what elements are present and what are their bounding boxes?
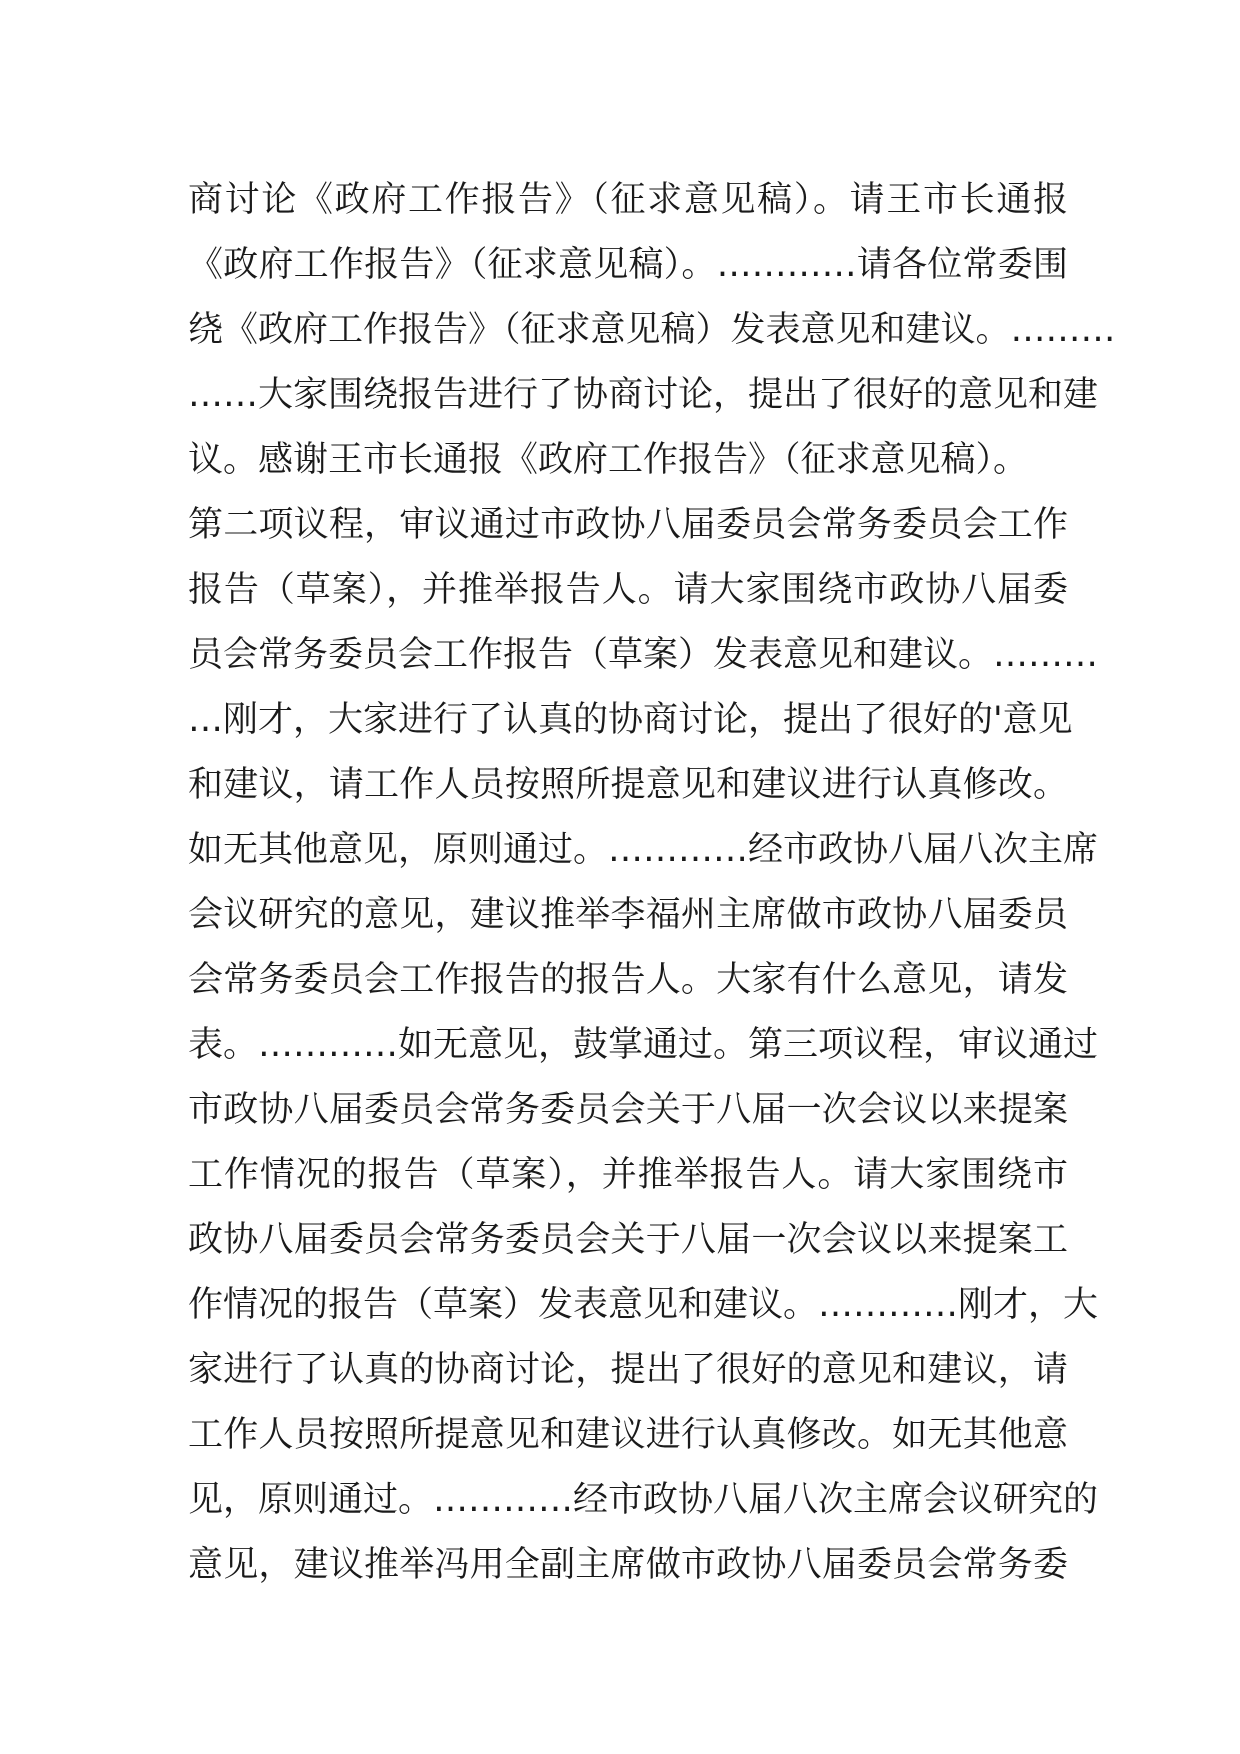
text-line: 会常务委员会工作报告的报告人。大家有什么意见，请发: [188, 960, 1068, 1000]
text-line: …刚才，大家进行了认真的协商讨论，提出了很好的'意见: [188, 700, 1073, 740]
text-line: 表。…………如无意见，鼓掌通过。第三项议程，审议通过: [188, 1025, 1099, 1065]
text-line: 绕《政府工作报告》（征求意见稿）发表意见和建议。………: [188, 310, 1116, 350]
text-line: 工作情况的报告（草案），并推举报告人。请大家围绕市: [188, 1155, 1068, 1195]
text-line: 《政府工作报告》（征求意见稿）。…………请各位常委围: [188, 245, 1068, 285]
text-line: 商讨论《政府工作报告》（征求意见稿）。请王市长通报: [188, 180, 1068, 220]
text-line: 工作人员按照所提意见和建议进行认真修改。如无其他意: [188, 1415, 1068, 1455]
text-line: 和建议，请工作人员按照所提意见和建议进行认真修改。: [188, 765, 1068, 805]
text-line: 如无其他意见，原则通过。…………经市政协八届八次主席: [188, 830, 1099, 870]
text-line: 报告（草案），并推举报告人。请大家围绕市政协八届委: [188, 570, 1068, 610]
text-line: 会议研究的意见，建议推举李福州主席做市政协八届委员: [188, 895, 1068, 935]
text-line: 意见，建议推举冯用全副主席做市政协八届委员会常务委: [188, 1545, 1068, 1585]
text-line: 作情况的报告（草案）发表意见和建议。…………刚才，大: [188, 1285, 1099, 1325]
text-line: 议。感谢王市长通报《政府工作报告》（征求意见稿）。: [188, 440, 1029, 480]
body-text: [188, 168, 1116, 1598]
text-line: ……大家围绕报告进行了协商讨论，提出了很好的意见和建: [188, 375, 1099, 415]
text-line: 第二项议程，审议通过市政协八届委员会常务委员会工作: [188, 505, 1068, 545]
text-line: 家进行了认真的协商讨论，提出了很好的意见和建议，请: [188, 1350, 1068, 1390]
text-line: 见，原则通过。…………经市政协八届八次主席会议研究的: [188, 1480, 1099, 1520]
text-line: 员会常务委员会工作报告（草案）发表意见和建议。………: [188, 635, 1099, 675]
text-line: 市政协八届委员会常务委员会关于八届一次会议以来提案: [188, 1090, 1068, 1130]
text-line: 政协八届委员会常务委员会关于八届一次会议以来提案工: [188, 1220, 1068, 1260]
